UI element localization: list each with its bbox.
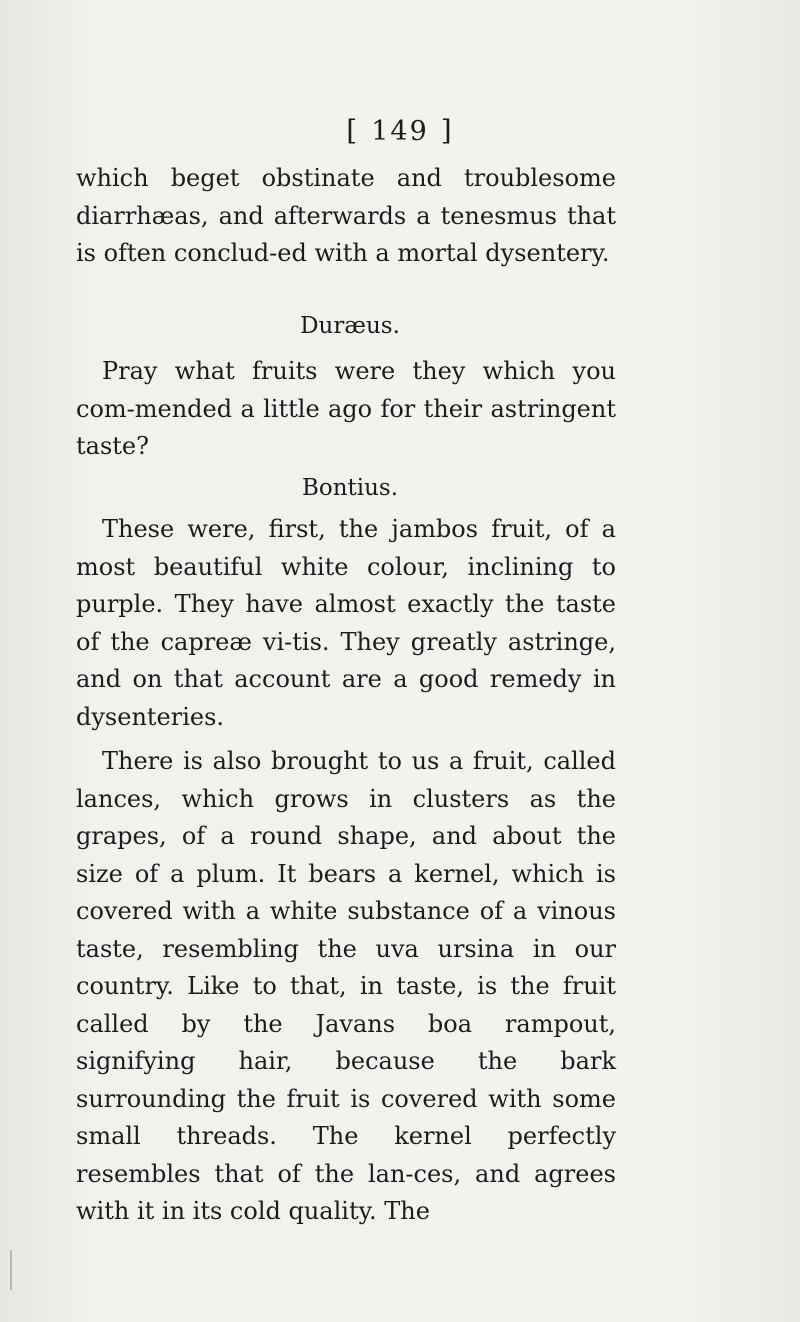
paragraph-lances: There is also brought to us a fruit, called lances, which grows in clusters as the grapes, of a round shape, and about the size of a plum. It bears a kernel, which is covered with a white substance of a vinous taste, resembling the uva ursina in our country. Like to that, in taste, is the fruit called by the Javans boa rampout, signifying hair, because the bark surrounding the fruit is covered with some small threads. The kernel perfectly resembles that of the lan-ces, and agrees with it in its cold quality. The xyxy=(76,747,616,1225)
bracket-open: [ xyxy=(346,114,360,147)
paragraph-continued: which beget obstinate and troublesome diarrhæas, and afterwards a tenesmus that is often conclud-ed with a mortal dysentery. xyxy=(76,164,616,267)
paragraph-bontius: These were, first, the jambos fruit, of a most beautiful white colour, inclining to purple. They have almost exactly the taste of the capreæ vi-tis. They greatly astringe, and on that account are a good remedy in dysenteries. xyxy=(76,515,616,731)
page-number: 149 xyxy=(371,116,429,147)
paragraph-duraeus: Pray what fruits were they which you com-mended a little ago for their astringent taste? xyxy=(76,357,616,460)
speaker-duraeus: Duræus. xyxy=(300,313,400,339)
bracket-close: ] xyxy=(440,114,454,147)
speaker-bontius: Bontius. xyxy=(301,475,399,501)
binding-mark xyxy=(10,1250,12,1290)
page-header xyxy=(0,114,800,147)
